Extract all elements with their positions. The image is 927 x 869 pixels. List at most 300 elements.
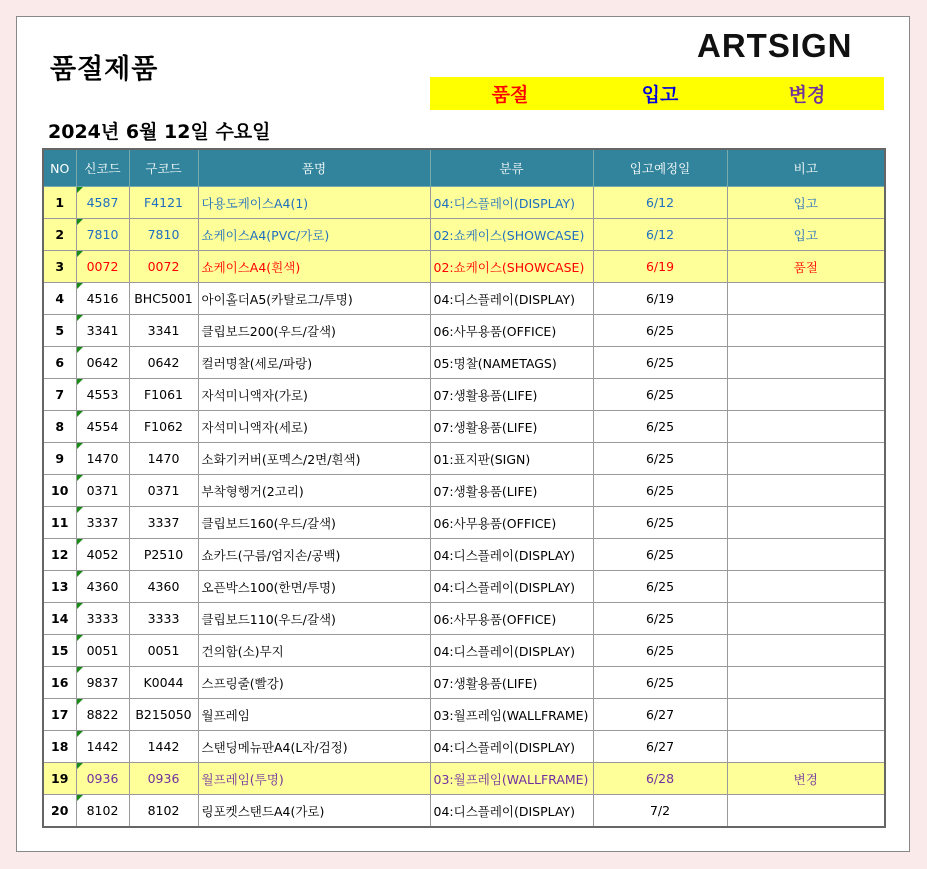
cell-category[interactable] (430, 379, 593, 411)
cell-new-code[interactable] (76, 731, 129, 763)
cell-note[interactable] (727, 187, 885, 219)
cell-arrival-date-text: 6/25 (645, 323, 675, 338)
cell-no-text: 12 (51, 547, 69, 562)
cell-new-code[interactable] (76, 699, 129, 731)
cell-name[interactable] (198, 315, 430, 347)
cell-name[interactable] (198, 379, 430, 411)
cell-note-text: 품절 (793, 259, 818, 275)
cell-no-text: 9 (55, 451, 65, 466)
table-row[interactable] (43, 795, 885, 828)
cell-no-text: 15 (51, 643, 69, 658)
cell-no-text: 2 (55, 227, 65, 242)
cell-old-code[interactable] (129, 283, 198, 315)
cell-no-text: 3 (55, 259, 65, 274)
cell-old-code[interactable] (129, 539, 198, 571)
cell-new-code-text: 0371 (86, 483, 119, 498)
cell-no[interactable] (43, 731, 76, 763)
cell-name[interactable] (198, 443, 430, 475)
cell-no-text: 17 (51, 707, 69, 722)
cell-old-code-text: 3337 (147, 515, 180, 530)
cell-name-text: 소화기커버(포멕스/2면/흰색) (201, 451, 361, 467)
cell-new-code-text: 4052 (86, 547, 119, 562)
cell-new-code[interactable] (76, 539, 129, 571)
cell-arrival-date[interactable] (593, 539, 727, 571)
cell-old-code-text: 0371 (147, 483, 180, 498)
cell-old-code[interactable] (129, 475, 198, 507)
cell-note[interactable] (727, 379, 885, 411)
comment-indicator-icon (77, 187, 83, 193)
cell-new-code[interactable] (76, 795, 129, 828)
table-row[interactable] (43, 411, 885, 443)
cell-note[interactable] (727, 603, 885, 635)
cell-arrival-date[interactable] (593, 667, 727, 699)
cell-arrival-date-text: 6/12 (645, 227, 675, 242)
cell-note[interactable] (727, 411, 885, 443)
cell-no[interactable] (43, 251, 76, 283)
cell-category-text: 05:명찰(NAMETAGS) (433, 355, 557, 371)
cell-category-text: 04:디스플레이(DISPLAY) (433, 803, 575, 819)
comment-indicator-icon (77, 571, 83, 577)
cell-no-text: 13 (51, 579, 69, 594)
cell-arrival-date[interactable] (593, 699, 727, 731)
cell-category-text: 01:표지판(SIGN) (433, 451, 531, 467)
table-row[interactable] (43, 571, 885, 603)
cell-new-code[interactable] (76, 763, 129, 795)
cell-category[interactable] (430, 315, 593, 347)
cell-name[interactable] (198, 507, 430, 539)
cell-no[interactable] (43, 283, 76, 315)
cell-name-text: 오픈박스100(한면/투명) (201, 579, 336, 595)
cell-category[interactable] (430, 571, 593, 603)
cell-name[interactable] (198, 731, 430, 763)
cell-name-text: 월프레임 (201, 707, 250, 723)
cell-name[interactable] (198, 475, 430, 507)
cell-no[interactable] (43, 539, 76, 571)
cell-name-text: 쇼카드(구름/엄지손/공백) (201, 547, 341, 563)
table-row[interactable] (43, 379, 885, 411)
table-row[interactable] (43, 539, 885, 571)
cell-old-code[interactable] (129, 347, 198, 379)
col-header-no[interactable]: NO (43, 149, 76, 187)
cell-category-text: 03:월프레임(WALLFRAME) (433, 707, 589, 723)
cell-name[interactable] (198, 667, 430, 699)
cell-note[interactable] (727, 795, 885, 828)
cell-new-code[interactable] (76, 251, 129, 283)
comment-indicator-icon (77, 507, 83, 513)
cell-name[interactable] (198, 699, 430, 731)
cell-name[interactable] (198, 283, 430, 315)
cell-new-code-text: 4553 (86, 387, 119, 402)
cell-no-text: 1 (55, 195, 65, 210)
cell-new-code-text: 1470 (86, 451, 119, 466)
cell-note[interactable] (727, 219, 885, 251)
cell-new-code-text: 0072 (86, 259, 119, 274)
report-date: 2024년 6월 12일 수요일 (48, 121, 271, 143)
cell-new-code-text: 4516 (86, 291, 119, 306)
table-row[interactable] (43, 507, 885, 539)
cell-old-code[interactable] (129, 571, 198, 603)
table-row[interactable] (43, 347, 885, 379)
cell-category[interactable] (430, 539, 593, 571)
cell-new-code-text: 1442 (86, 739, 119, 754)
cell-name[interactable] (198, 539, 430, 571)
cell-category[interactable] (430, 283, 593, 315)
cell-category-text: 04:디스플레이(DISPLAY) (433, 643, 575, 659)
cell-note[interactable] (727, 443, 885, 475)
cell-no[interactable] (43, 315, 76, 347)
table-row[interactable] (43, 731, 885, 763)
cell-note[interactable] (727, 635, 885, 667)
cell-name-text: 스탠딩메뉴판A4(L자/검정) (201, 739, 348, 755)
table-row[interactable] (43, 667, 885, 699)
legend-sold-out: 품절 (491, 84, 529, 106)
cell-new-code-text: 9837 (86, 675, 119, 690)
cell-category[interactable] (430, 475, 593, 507)
cell-old-code-text: 1470 (147, 451, 180, 466)
cell-arrival-date[interactable] (593, 379, 727, 411)
cell-name-text: 자석미니액자(가로) (201, 387, 308, 403)
cell-category[interactable] (430, 667, 593, 699)
cell-name-text: 컬러명찰(세로/파랑) (201, 355, 313, 371)
cell-arrival-date-text: 6/25 (645, 611, 675, 626)
cell-old-code-text: 0936 (147, 771, 180, 786)
cell-category[interactable] (430, 603, 593, 635)
cell-old-code-text: 7810 (147, 227, 180, 242)
cell-arrival-date-text: 6/25 (645, 515, 675, 530)
cell-arrival-date[interactable] (593, 347, 727, 379)
col-header-new-code[interactable]: 신코드 (76, 149, 129, 187)
cell-new-code[interactable] (76, 635, 129, 667)
cell-note[interactable] (727, 699, 885, 731)
cell-arrival-date-text: 6/25 (645, 643, 675, 658)
cell-new-code-text: 0936 (86, 771, 119, 786)
cell-category-text: 06:사무용품(OFFICE) (433, 515, 557, 531)
table-row[interactable] (43, 475, 885, 507)
cell-old-code-text: 4360 (147, 579, 180, 594)
cell-no-text: 18 (51, 739, 69, 754)
col-header-category[interactable]: 분류 (430, 149, 593, 187)
cell-no[interactable] (43, 603, 76, 635)
cell-new-code[interactable] (76, 219, 129, 251)
cell-new-code[interactable] (76, 347, 129, 379)
cell-old-code[interactable] (129, 251, 198, 283)
cell-new-code[interactable] (76, 571, 129, 603)
cell-no-text: 4 (55, 291, 65, 306)
cell-arrival-date-text: 6/25 (645, 419, 675, 434)
comment-indicator-icon (77, 667, 83, 673)
cell-name-text: 링포켓스탠드A4(가로) (201, 803, 325, 819)
comment-indicator-icon (77, 443, 83, 449)
cell-new-code[interactable] (76, 411, 129, 443)
table-row[interactable] (43, 635, 885, 667)
cell-old-code[interactable] (129, 379, 198, 411)
table-row[interactable] (43, 219, 885, 251)
cell-note[interactable] (727, 315, 885, 347)
cell-arrival-date-text: 6/19 (645, 291, 675, 306)
cell-old-code-text: F4121 (143, 195, 183, 210)
cell-note[interactable] (727, 763, 885, 795)
cell-old-code-text: P2510 (143, 547, 184, 562)
cell-arrival-date-text: 6/25 (645, 355, 675, 370)
cell-new-code[interactable] (76, 507, 129, 539)
comment-indicator-icon (77, 539, 83, 545)
col-header-name[interactable]: 품명 (198, 149, 430, 187)
cell-note[interactable] (727, 251, 885, 283)
cell-arrival-date[interactable] (593, 411, 727, 443)
cell-name-text: 클립보드110(우드/갈색) (201, 611, 336, 627)
cell-new-code[interactable] (76, 667, 129, 699)
cell-name-text: 쇼케이스A4(흰색) (201, 259, 301, 275)
cell-no[interactable] (43, 571, 76, 603)
table-row[interactable] (43, 699, 885, 731)
comment-indicator-icon (77, 763, 83, 769)
cell-arrival-date[interactable] (593, 635, 727, 667)
cell-new-code-text: 7810 (86, 227, 119, 242)
cell-old-code-text: 3341 (147, 323, 180, 338)
cell-old-code[interactable] (129, 603, 198, 635)
cell-name[interactable] (198, 347, 430, 379)
cell-category[interactable] (430, 699, 593, 731)
cell-new-code-text: 3337 (86, 515, 119, 530)
cell-old-code[interactable] (129, 507, 198, 539)
cell-category[interactable] (430, 443, 593, 475)
cell-old-code[interactable] (129, 635, 198, 667)
cell-arrival-date[interactable] (593, 251, 727, 283)
cell-name[interactable] (198, 219, 430, 251)
cell-category[interactable] (430, 795, 593, 828)
cell-no[interactable] (43, 411, 76, 443)
cell-category-text: 07:생활용품(LIFE) (433, 675, 538, 691)
cell-name[interactable] (198, 795, 430, 828)
cell-no-text: 6 (55, 355, 65, 370)
cell-old-code[interactable] (129, 731, 198, 763)
comment-indicator-icon (77, 475, 83, 481)
cell-category-text: 04:디스플레이(DISPLAY) (433, 739, 575, 755)
cell-name-text: 클립보드200(우드/갈색) (201, 323, 336, 339)
cell-category[interactable] (430, 219, 593, 251)
cell-arrival-date-text: 6/25 (645, 451, 675, 466)
cell-note[interactable] (727, 571, 885, 603)
comment-indicator-icon (77, 603, 83, 609)
col-header-arrival-date[interactable]: 입고예정일 (593, 149, 727, 187)
cell-category[interactable] (430, 635, 593, 667)
cell-old-code[interactable] (129, 187, 198, 219)
cell-no-text: 5 (55, 323, 65, 338)
cell-no[interactable] (43, 443, 76, 475)
cell-no[interactable] (43, 763, 76, 795)
cell-arrival-date[interactable] (593, 603, 727, 635)
comment-indicator-icon (77, 219, 83, 225)
cell-no-text: 7 (55, 387, 65, 402)
cell-note-text: 변경 (793, 771, 818, 787)
cell-no-text: 10 (51, 483, 69, 498)
cell-arrival-date[interactable] (593, 731, 727, 763)
cell-name[interactable] (198, 603, 430, 635)
cell-old-code[interactable] (129, 763, 198, 795)
comment-indicator-icon (77, 699, 83, 705)
cell-note[interactable] (727, 667, 885, 699)
cell-arrival-date[interactable] (593, 763, 727, 795)
cell-name[interactable] (198, 251, 430, 283)
cell-arrival-date-text: 6/27 (645, 707, 675, 722)
comment-indicator-icon (77, 411, 83, 417)
cell-new-code-text: 4587 (86, 195, 119, 210)
table-body (43, 187, 885, 828)
cell-arrival-date-text: 7/2 (649, 803, 671, 818)
cell-no[interactable] (43, 379, 76, 411)
cell-note[interactable] (727, 283, 885, 315)
cell-no[interactable] (43, 699, 76, 731)
cell-new-code-text: 0642 (86, 355, 119, 370)
cell-old-code[interactable] (129, 411, 198, 443)
cell-new-code-text: 4360 (86, 579, 119, 594)
cell-no-text: 19 (51, 771, 69, 786)
table-row[interactable] (43, 315, 885, 347)
cell-arrival-date-text: 6/28 (645, 771, 675, 786)
cell-name[interactable] (198, 571, 430, 603)
cell-name-text: 클립보드160(우드/갈색) (201, 515, 336, 531)
col-header-note[interactable]: 비고 (727, 149, 885, 187)
cell-no[interactable] (43, 187, 76, 219)
cell-arrival-date[interactable] (593, 315, 727, 347)
cell-old-code[interactable] (129, 443, 198, 475)
cell-note[interactable] (727, 539, 885, 571)
cell-new-code[interactable] (76, 443, 129, 475)
cell-name[interactable] (198, 411, 430, 443)
table-row[interactable] (43, 283, 885, 315)
legend-changed: 변경 (788, 84, 826, 106)
cell-new-code[interactable] (76, 603, 129, 635)
cell-category[interactable] (430, 187, 593, 219)
cell-note[interactable] (727, 475, 885, 507)
cell-arrival-date[interactable] (593, 283, 727, 315)
cell-name-text: 자석미니액자(세로) (201, 419, 308, 435)
cell-category[interactable] (430, 507, 593, 539)
cell-category[interactable] (430, 763, 593, 795)
cell-old-code-text: F1062 (143, 419, 183, 434)
cell-no[interactable] (43, 475, 76, 507)
cell-name-text: 월프레임(투명) (201, 771, 284, 787)
cell-category[interactable] (430, 731, 593, 763)
cell-new-code[interactable] (76, 283, 129, 315)
cell-no-text: 14 (51, 611, 69, 626)
cell-old-code-text: F1061 (143, 387, 183, 402)
cell-new-code[interactable] (76, 379, 129, 411)
cell-category-text: 06:사무용품(OFFICE) (433, 323, 557, 339)
cell-category[interactable] (430, 411, 593, 443)
cell-new-code[interactable] (76, 315, 129, 347)
cell-new-code-text: 3333 (86, 611, 119, 626)
cell-no-text: 16 (51, 675, 69, 690)
cell-no[interactable] (43, 667, 76, 699)
cell-category-text: 06:사무용품(OFFICE) (433, 611, 557, 627)
table-row[interactable] (43, 187, 885, 219)
cell-old-code[interactable] (129, 667, 198, 699)
cell-note[interactable] (727, 347, 885, 379)
cell-name-text: 건의함(소)무지 (201, 643, 284, 659)
cell-note[interactable] (727, 731, 885, 763)
comment-indicator-icon (77, 635, 83, 641)
cell-old-code-text: 8102 (147, 803, 180, 818)
comment-indicator-icon (77, 315, 83, 321)
cell-old-code[interactable] (129, 315, 198, 347)
cell-note[interactable] (727, 507, 885, 539)
cell-old-code-text: BHC5001 (134, 291, 193, 306)
cell-arrival-date-text: 6/19 (645, 259, 675, 274)
cell-category[interactable] (430, 251, 593, 283)
cell-name[interactable] (198, 763, 430, 795)
cell-old-code-text: 3333 (147, 611, 180, 626)
page-title: 품절제품 (50, 54, 159, 85)
cell-category-text: 03:월프레임(WALLFRAME) (433, 771, 589, 787)
cell-old-code[interactable] (129, 795, 198, 828)
comment-indicator-icon (77, 347, 83, 353)
table-header-row (43, 149, 885, 187)
cell-name[interactable] (198, 187, 430, 219)
cell-no[interactable] (43, 635, 76, 667)
cell-category-text: 02:쇼케이스(SHOWCASE) (433, 227, 585, 243)
cell-arrival-date[interactable] (593, 443, 727, 475)
cell-name-text: 다용도케이스A4(1) (201, 195, 309, 211)
cell-arrival-date-text: 6/12 (645, 195, 675, 210)
cell-name-text: 아이홀더A5(카탈로그/투명) (201, 291, 353, 307)
cell-arrival-date[interactable] (593, 475, 727, 507)
comment-indicator-icon (77, 283, 83, 289)
cell-category-text: 02:쇼케이스(SHOWCASE) (433, 259, 585, 275)
cell-name-text: 부착형행거(2고리) (201, 483, 304, 499)
cell-name-text: 스프링줄(빨강) (201, 675, 284, 691)
cell-new-code[interactable] (76, 187, 129, 219)
cell-name[interactable] (198, 635, 430, 667)
cell-arrival-date[interactable] (593, 507, 727, 539)
cell-new-code[interactable] (76, 475, 129, 507)
cell-category[interactable] (430, 347, 593, 379)
cell-old-code-text: 0072 (147, 259, 180, 274)
cell-arrival-date[interactable] (593, 219, 727, 251)
cell-arrival-date[interactable] (593, 187, 727, 219)
col-header-old-code[interactable]: 구코드 (129, 149, 198, 187)
cell-old-code[interactable] (129, 699, 198, 731)
table-row[interactable] (43, 763, 885, 795)
cell-name-text: 쇼케이스A4(PVC/가로) (201, 227, 330, 243)
spreadsheet-page (16, 16, 910, 852)
cell-new-code-text: 8102 (86, 803, 119, 818)
cell-arrival-date-text: 6/25 (645, 579, 675, 594)
table-row[interactable] (43, 443, 885, 475)
cell-category-text: 04:디스플레이(DISPLAY) (433, 291, 575, 307)
cell-note-text: 입고 (793, 227, 818, 243)
cell-category-text: 04:디스플레이(DISPLAY) (433, 579, 575, 595)
cell-old-code-text: 0642 (147, 355, 180, 370)
cell-old-code[interactable] (129, 219, 198, 251)
cell-old-code-text: 1442 (147, 739, 180, 754)
cell-category-text: 04:디스플레이(DISPLAY) (433, 547, 575, 563)
cell-category-text: 04:디스플레이(DISPLAY) (433, 195, 575, 211)
comment-indicator-icon (77, 379, 83, 385)
cell-no[interactable] (43, 219, 76, 251)
cell-no-text: 20 (51, 803, 69, 818)
cell-no[interactable] (43, 507, 76, 539)
table-row[interactable] (43, 251, 885, 283)
cell-arrival-date[interactable] (593, 795, 727, 828)
cell-no[interactable] (43, 795, 76, 828)
cell-arrival-date-text: 6/25 (645, 675, 675, 690)
cell-arrival-date-text: 6/27 (645, 739, 675, 754)
cell-arrival-date[interactable] (593, 571, 727, 603)
legend-stock-in: 입고 (641, 84, 679, 106)
cell-no[interactable] (43, 347, 76, 379)
table-row[interactable] (43, 603, 885, 635)
